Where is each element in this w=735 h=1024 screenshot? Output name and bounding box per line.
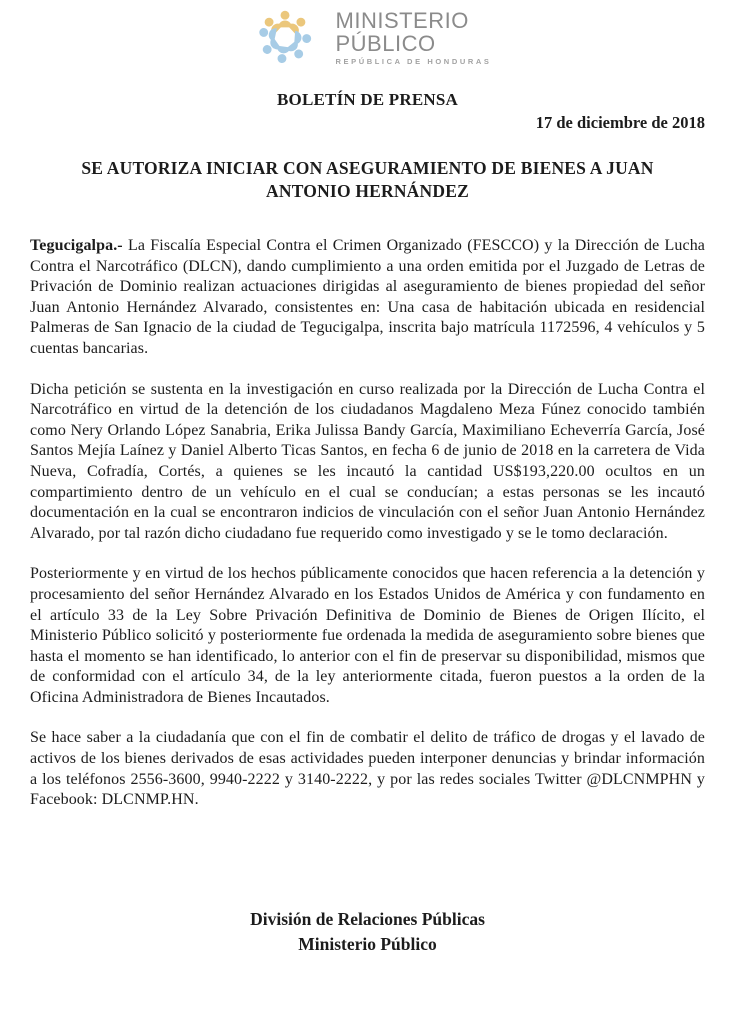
press-paragraph-4: Se hace saber a la ciudadanía que con el fin de combatir el delito de tráfico de drogas y el lavado de activos de los bienes derivados de esas actividades pueden interponer denuncias y brindar información a los teléfonos 2556-3600, 9940-2222 y 3140-2222, y por las redes sociales Twitter @DLCNMPHN y Facebook: DLCNMP.HN. [30, 729, 705, 809]
dateline-lead: Tegucigalpa.- [30, 237, 123, 254]
document-footer [30, 907, 705, 957]
logo-title-line2: PÚBLICO [335, 31, 436, 56]
logo-text [336, 6, 492, 66]
headline: SE AUTORIZA INICIAR CON ASEGURAMIENTO DE BIENES A JUAN ANTONIO HERNÁNDEZ [81, 158, 654, 201]
logo-subtitle: REPÚBLICA DE HONDURAS [335, 57, 492, 66]
logo [30, 6, 705, 66]
footer-institution: Ministerio Público [298, 933, 437, 954]
press-paragraph-1-text: La Fiscalía Especial Contra el Crimen Organizado (FESCCO) y la Dirección de Lucha Contra el Narcotráfico (DLCN), dando cumplimiento a una orden emitida por el Juzgado de Letras de Privación de Dominio realizan actuaciones dirigidas al aseguramiento de bienes propiedad del señor Juan Antonio Hernández Alvarado, consistentes en: Una casa de habitación ubicada en residencial Palmeras de San Ignacio de la ciudad de Tegucigalpa, inscrita bajo matrícula 1172596, 4 vehículos y 5 cuentas bancarias. [30, 237, 705, 357]
date-line: 17 de diciembre de 2018 [535, 113, 705, 132]
press-paragraph-2: Dicha petición se sustenta en la investigación en curso realizada por la Dirección de Lucha Contra el Narcotráfico en virtud de la detención de los ciudadanos Magdaleno Meza Fúnez conocido también como Nery Orlando López Sanabria, Erika Julissa Bandy García, Maximiliano Echeverría García, José Santos Mejía Laínez y Daniel Alberto Ticas Santos, en fecha 6 de junio de 2018 en la carretera de Vida Nueva, Cofradía, Cortés, a quienes se les incautó la cantidad US$193,220.00 ocultos en un compartimiento dentro de un vehículo en el cual se conducían; a estas personas se les incautó documentación en la cual se encontraron indicios de vinculación con el señor Juan Antonio Hernández Alvarado, por tal razón dicho ciudadano fue requerido como investigado y se le tomo declaración. [30, 380, 705, 542]
footer-division: División de Relaciones Públicas [250, 908, 485, 929]
ministerio-publico-logo-icon [244, 7, 326, 72]
bulletin-title: BOLETÍN DE PRENSA [277, 90, 458, 109]
press-paragraph-3: Posteriormente y en virtud de los hechos públicamente conocidos que hacen referencia a la detención y procesamiento del señor Hernández Alvarado en los Estados Unidos de América y con fundamento en el artículo 33 de la Ley Sobre Privación Definitiva de Dominio de Bienes de Origen Ilícito, el Ministerio Público solicitó y posteriormente fue ordenada la medida de aseguramiento sobre bienes que hasta el momento se han identificado, lo anterior con el fin de preservar su disponibilidad, mismos que de conformidad con el artículo 34, de la ley anteriormente citada, fueron puestos a la orden de la Oficina Administradora de Bienes Incautados. [30, 565, 705, 706]
logo-title-line1: MINISTERIO [335, 8, 469, 33]
press-paragraph-1 [30, 236, 705, 360]
body-text [30, 236, 705, 811]
